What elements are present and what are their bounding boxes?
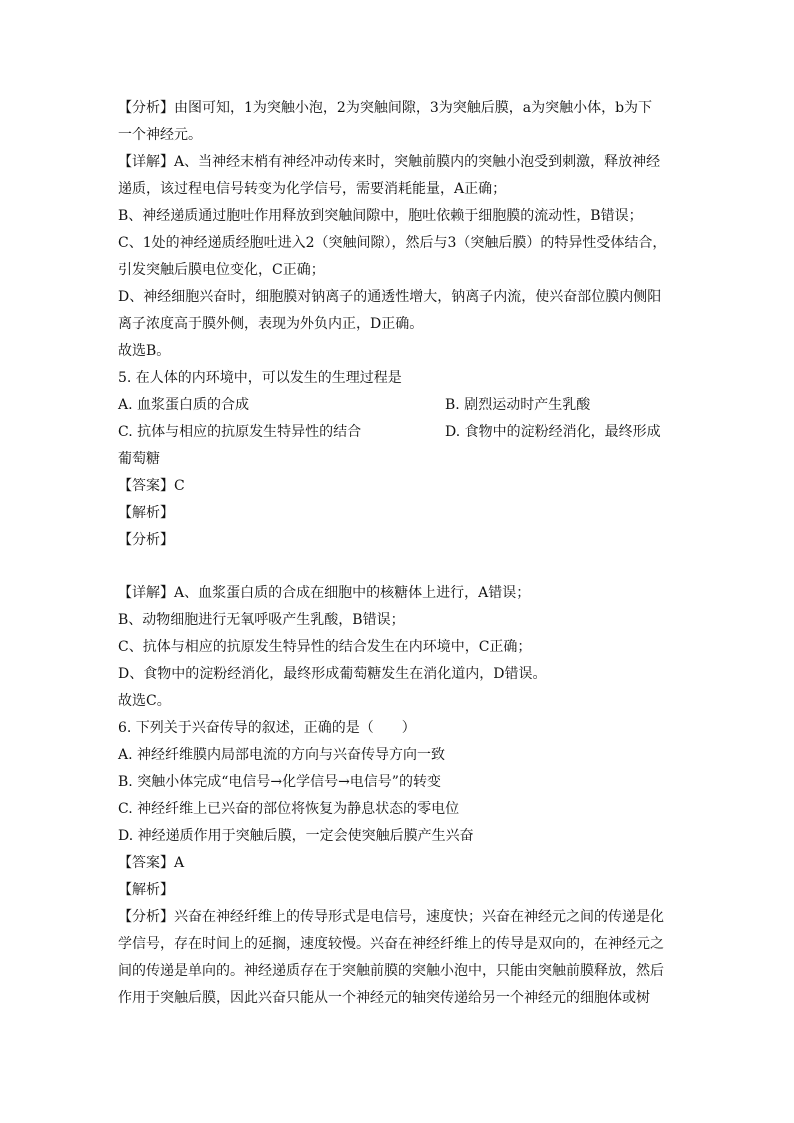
q6-explanation-label: 【解析】: [118, 882, 174, 898]
q6-option-b: B. 突触小体完成“电信号→化学信号→电信号”的转变: [118, 774, 441, 790]
q6-option-c: C. 神经纤维上已兴奋的部位将恢复为静息状态的零电位: [118, 801, 460, 817]
detail-line-3: B、神经递质通过胞吐作用释放到突触间隙中，胞吐依赖于细胞膜的流动性，B错误；: [118, 208, 643, 224]
q5-analysis-label: 【分析】: [118, 532, 174, 548]
q6-option-d: D. 神经递质作用于突触后膜，一定会使突触后膜产生兴奋: [118, 828, 474, 844]
q5-option-b: B. 剧烈运动时产生乳酸: [445, 397, 591, 413]
detail-line-1: 【详解】A、当神经末梢有神经冲动传来时，突触前膜内的突触小泡受到刺激，释放神经: [118, 154, 661, 170]
q6-option-a: A. 神经纤维膜内局部电流的方向与兴奋传导方向一致: [118, 747, 446, 763]
q5-detail-d: D、食物中的淀粉经消化，最终形成葡萄糖发生在消化道内，D错误。: [118, 666, 547, 682]
detail-line-6: D、神经细胞兴奋时，细胞膜对钠离子的通透性增大，钠离子内流，使兴奋部位膜内侧阳: [118, 289, 662, 305]
detail-line-5: 引发突触后膜电位变化，C正确；: [118, 262, 325, 278]
detail-line-2: 递质，该过程电信号转变为化学信号，需要消耗能量，A正确；: [118, 181, 507, 197]
q6-analysis-line-2: 学信号，存在时间上的延搁，速度较慢。兴奋在神经纤维上的传导是双向的，在神经元之: [118, 936, 664, 952]
q6-answer: 【答案】A: [118, 855, 185, 871]
q5-detail-c: C、抗体与相应的抗原发生特异性的结合发生在内环境中，C正确；: [118, 639, 532, 655]
q5-answer: 【答案】C: [118, 478, 185, 494]
q5-detail-a: 【详解】A、血浆蛋白质的合成在细胞中的核糖体上进行，A错误；: [118, 585, 531, 601]
document-content: [118, 95, 678, 1012]
q6-stem: 6. 下列关于兴奋传导的叙述，正确的是（ ）: [118, 720, 416, 736]
q5-option-d: D. 食物中的淀粉经消化，最终形成: [445, 424, 661, 440]
q5-detail-b: B、动物细胞进行无氧呼吸产生乳酸，B错误；: [118, 612, 405, 628]
q5-stem: 5. 在人体的内环境中，可以发生的生理过程是: [118, 370, 402, 386]
q5-option-c: C. 抗体与相应的抗原发生特异性的结合: [118, 424, 362, 440]
blank-spacer: [118, 554, 678, 580]
analysis-line-2: 一个神经元。: [118, 127, 202, 143]
q5-explanation-label: 【解析】: [118, 505, 174, 521]
detail-line-7: 离子浓度高于膜外侧，表现为外负内正，D正确。: [118, 316, 424, 332]
q6-analysis-line-4: 作用于突触后膜，因此兴奋只能从一个神经元的轴突传递给另一个神经元的细胞体或树: [118, 990, 650, 1006]
q5-options-row-2: [118, 419, 678, 446]
q6-analysis-line-3: 间的传递是单向的。神经递质存在于突触前膜的突触小泡中，只能由突触前膜释放，然后: [118, 963, 664, 979]
q5-option-a: A. 血浆蛋白质的合成: [118, 397, 250, 413]
detail-line-4: C、1处的神经递质经胞吐进入2（突触间隙），然后与3（突触后膜）的特异性受体结合，: [118, 235, 667, 251]
analysis-line-1: 【分析】由图可知，1为突触小泡，2为突触间隙，3为突触后膜，a为突触小体，b为下: [118, 100, 653, 116]
q4-selection: 故选B。: [118, 343, 171, 359]
q5-selection: 故选C。: [118, 693, 171, 709]
q5-options-row-1: [118, 392, 678, 419]
q5-option-d-continued: 葡萄糖: [118, 451, 160, 467]
q6-analysis-line-1: 【分析】兴奋在神经纤维上的传导形式是电信号，速度快；兴奋在神经元之间的传递是化: [118, 909, 664, 925]
